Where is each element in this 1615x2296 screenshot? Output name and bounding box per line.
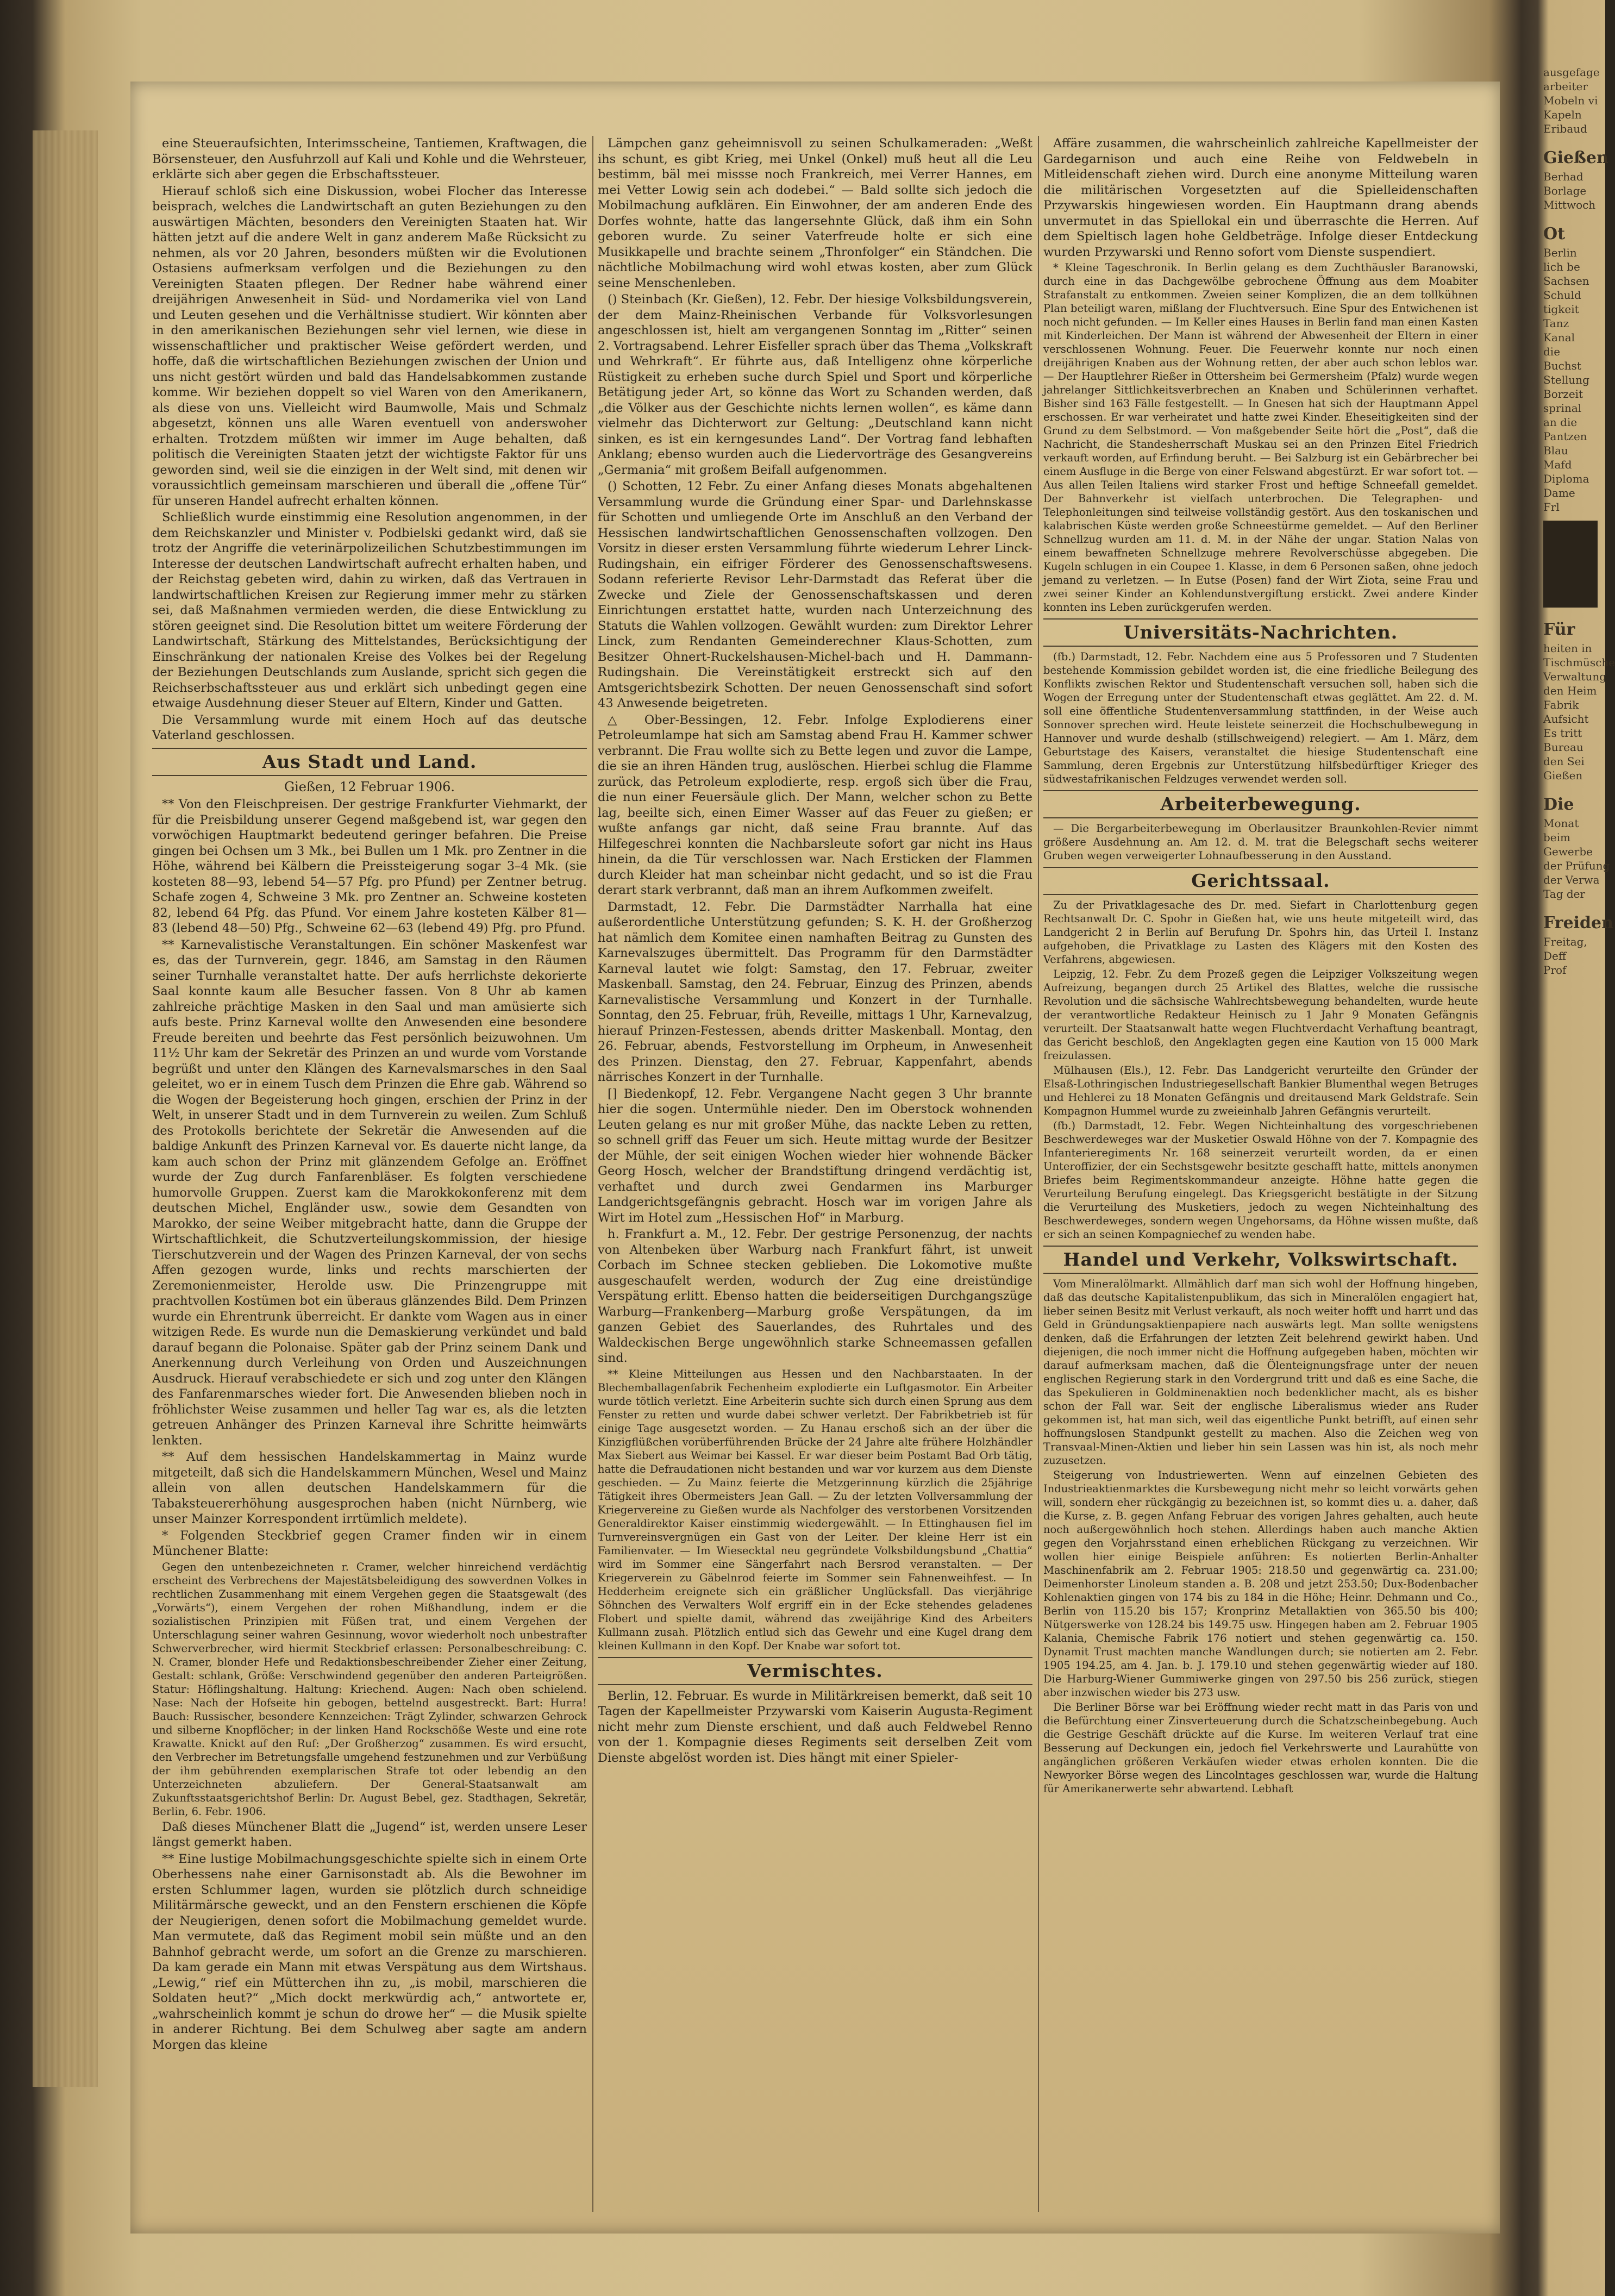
fragment-line: Kapeln: [1543, 108, 1582, 121]
adjacent-page-fragment: [1543, 65, 1615, 2234]
fragment-lines: [1543, 935, 1605, 977]
fragment-line: Mittwoch: [1543, 198, 1596, 211]
fragment-line: beim: [1543, 831, 1570, 844]
dateline: Gießen, 12 Februar 1906.: [284, 779, 455, 794]
fragment-heading: Ot: [1543, 224, 1565, 243]
section-heading-stadt-land: Aus Stadt und Land.: [152, 748, 587, 776]
article-paragraph: ** Karnevalistische Veranstaltungen. Ein schöner Maskenfest war es, das der Turnverein, gegr. 1846, am Samstag in den Räumen seiner Turnhalle veranstaltet hatte. Der aufs herrlichste dekorierte Saal konnte kaum alle Besucher fassen. Von 8 Uhr ab kamen zahlreiche prächtige Masken in den Saal und man amüsierte sich aufs beste. Prinz Karneval wollte den Anwesenden eine besondere Freude bereiten und beehrte das Fest persönlich beizuwohnen. Um 11½ Uhr kam der Sekretär des Prinzen an und wurde vom Vorstande begrüßt und unter den Klängen des Karnevalsmarsches in den Saal geleitet, wo er in einem Tusch dem Prinzen die Ehre gab. Während so die Wogen der Begeisterung hoch gingen, erschien der Prinz in der Welt, in unserer Stadt und in dem Turnverein zu weilen. Zum Schluß des Protokolls berichtete der Sekretär die Anwesenden auf die baldige Ankunft des Prinzen Karneval vor. Es dauerte nicht lange, da kam auch schon der Prinz mit glänzendem Gefolge an. Eröffnet wurde der Zug durch Fanfarenbläser. Es folgten verschiedene humorvolle Gruppen. Zuerst kam die Marokkokonferenz mit dem deutschen Michel, Engländer usw., sowie dem Gesandten von Marokko, der seine Weiber mitgebracht hatte, dann die Gruppe der Wirtschaftlichkeit, die Schutzverteilungskommission, der hiesige Tierschutzverein und der Wagen des Prinzen Karneval, der von sechs Affen gezogen wurde, links und rechts marschierten der Zeremonienmeister, Herolde usw. Die Prinzengruppe mit prachtvollen Kostümen bot ein überaus glänzendes Bild. Dem Prinzen wurde ein Ehrentrunk überreicht. Er dankte vom Wagen aus in einer witzigen Rede. Es wurde nun die Demaskierung verkündet und bald darauf begann die Polonaise. Später gab der Prinz seinem Dank und Anerkennung durch Verleihung von Orden und Auszeichnungen Ausdruck. Hierauf verabschiedete er sich und zog unter den Klängen des Fanfarenmarsches wieder fort. Die Anwesenden blieben noch in fröhlichster Weise zusammen und heller Tag war es, als die letzten getreuen Anhänger des Prinzen Karneval ihre Schritte heimwärts lenkten.: [152, 937, 587, 1448]
column-rule: [592, 136, 593, 2212]
article-paragraph: [] Biedenkopf, 12. Febr. Vergangene Nacht gegen 3 Uhr brannte hier die sogen. Untermühle nieder. Den im Oberstock wohnenden Leuten gelang es nur mit großer Mühe, das nackte Leben zu retten, so schnell griff das Feuer um sich. Heute mittag wurde der Besitzer der Mühle, der seit einigen Wochen wieder hier wohnende Bäcker Georg Hosch, welcher der Brandstiftung dringend verdächtig ist, verhaftet und durch zwei Gendarmen ins Marburger Landgerichtsgefängnis gebracht. Hosch war im vorigen Jahre als Wirt im Hotel zum „Hessischen Hof“ in Marburg.: [598, 1086, 1032, 1225]
article-paragraph: Lämpchen ganz geheimnisvoll zu seinen Schulkameraden: „Weßt ihs schunt, es gibt Krieg, mei Unkel (Onkel) muß heut all die Leu bestimm, bäl mei missse noch Frankreich, mei Verrer Hannes, em mei Vetter Lowig sein ach dodebei.“ — Bald sollte sich jedoch die Mobilmachung aufklären. Ein Einwohner, der am anderen Ende des Dorfes wohnte, hatte das langersehnte Glück, daß ihm ein Sohn geboren wurde. Zu seiner Vaterfreude holte er sich eine Musikkapelle und brachte seinem „Thronfolger“ ein Ständchen. Die nächtliche Mobilmachung wird wohl etwas kosten, aber zum Glück seine Menschenleben.: [598, 136, 1032, 290]
fragment-line: Sachsen: [1543, 274, 1589, 287]
fragment-line: Berhad: [1543, 170, 1583, 183]
fragment-line: Tag der: [1543, 887, 1586, 900]
section-heading-handel: Handel und Verkehr, Volkswirtschaft.: [1043, 1246, 1478, 1274]
column-left: [152, 136, 587, 2223]
fragment-line: Mafd: [1543, 458, 1572, 471]
fragment-line: lich be: [1543, 260, 1580, 273]
fragment-line: Diploma: [1543, 472, 1589, 485]
fragment-heading: Freiden: [1543, 914, 1613, 933]
fragment-line: heiten in: [1543, 642, 1592, 655]
fragment-line: Gewerbe: [1543, 845, 1593, 858]
fragment-line: sprinal: [1543, 402, 1582, 415]
fragment-line: Mobeln vi: [1543, 94, 1598, 107]
fragment-line: Schuld: [1543, 289, 1581, 302]
article-paragraph: Steigerung von Industriewerten. Wenn auf einzelnen Gebieten des Industrieaktienmarktes die Kursbewegung nicht mehr so leicht vorwärts gehen will, sondern eher rückgängig zu bezeichnen ist, so kommt dies u. a. daher, daß die Kurse, z. B. gegen Anfang Februar des vorigen Jahres gehalten, auch heute noch außergewöhnlich hoch stehen. Allerdings haben auch manche Aktien gegen den Vorjahrsstand einen erheblichen Rückgang zu verzeichnen. Wir wollen hier einige Beispiele anführen: Es notierten Berlin-Anhalter Maschinenfabrik am 2. Februar 1905: 218.50 und gegenwärtig ca. 231.00; Deimenhorster Linoleum standen a. B. 208 und jetzt 253.50; Dux-Bodenbacher Kohlenaktien gingen von 174 bis zu 184 in die Höhe; Heinr. Dehmann und Co., Berlin von 115.20 bis 157; Kronprinz Metallaktien von 365.50 bis 400; Nütgerswerke von 128.24 bis 149.75 usw. Hingegen haben am 2. Februar 1905 Kalania, Chemische Fabrik 176 notiert und stehen gegenwärtig ca. 150. Dynamit Trust machten manche Wandlungen durch; sie notierten am 2. Febr. 1905 194.25, am 4. Jan. b. J. 179.10 und stehen gegenwärtig wieder auf 180. Die Harburg-Wiener Gummiwerke gingen von 297.50 bis 256 zurück, stiegen aber inzwischen wieder bis 273 usw.: [1043, 1469, 1478, 1699]
fragment-line: Borzeit: [1543, 387, 1583, 401]
article-paragraph: ** Kleine Mitteilungen aus Hessen und den Nachbarstaaten. In der Blechemballagenfabrik Fechenheim explodierte ein Luftgasmotor. Ein Arbeiter wurde tötlich verletzt. Eine Arbeiterin suchte sich durch einen Sprung aus dem Fenster zu retten und wurde dabei schwer verletzt. Der Fabrikbetrieb ist für einige Tage ausgesetzt worden. — Zu Hanau erschoß sich an der über die Kinzigflüßchen vorüberführenden Brücke der 24 Jahre alte frühere Holzhändler Max Siebert aus Weimar bei Kassel. Er war dieser beim Postamt Bad Orb tätig, hatte die Defraudationen nicht bestanden und war vor kurzem aus dem Dienste geschieden. — Zu Mainz feierte die Metzgerinnung kürzlich die 25jährige Tätigkeit ihres Obermeisters Jean Gall. — Zu der letzten Vollversammlung der Kriegervereine zu Gießen wurde als Nachfolger des verstorbenen Vorsitzenden Generaldirektor Kaiser einstimmig wiedergewählt. — In Ettinghausen fiel im Turnvereinsvergnügen ein Gast von der Leiter. Der kleine Herr ist ein Familienvater. — Im Wiesecktal neu gegründete Volksbildungsbund „Chattia“ wird im Sommer eine Sängerfahrt nach Bersrod veranstalten. — Der Kriegerverein zu Gäbelnrod feierte im Sommer sein Fahnenweihfest. — In Hedderheim ereignete sich ein gräßlicher Unglücksfall. Das vierjährige Söhnchen des Verwalters Wolf ergriff ein in der Ecke stehendes geladenes Flobert und spielte damit, während das zweijährige Kind des Arbeiters Kullmann zusah. Plötzlich entlud sich das Gewehr und eine Kugel drang dem kleinen Kullmann in den Kopf. Der Knabe war sofort tot.: [598, 1367, 1032, 1652]
article-paragraph: Die Berliner Börse war bei Eröffnung wieder recht matt in das Paris von und die Befürchtung einer Zinsverteuerung durch die Schatzscheinbegebung. Auch die Gestrige Geschäft drückte auf die Kurse. Im weiteren Verlauf trat eine Besserung auf Deckungen ein, jedoch fiel Verkehrswerte und Laurahütte von angänglichen größeren Verkäufen wieder etwas erholen konnten. Die die Newyorker Börse wegen des Lincolntages geschlossen war, wurde die Haltung für Amerikanerwerte sehr abwartend. Lebhaft: [1043, 1701, 1478, 1795]
fragment-line: den Sei: [1543, 755, 1585, 768]
fragment-line: Monat: [1543, 817, 1579, 830]
fragment-line: Pantzen: [1543, 430, 1587, 443]
column-right: [1043, 136, 1478, 2223]
fragment-line: Tanz: [1543, 317, 1569, 330]
article-paragraph: () Schotten, 12 Febr. Zu einer Anfang dieses Monats abgehaltenen Versammlung wurde die Gründung einer Spar- und Darlehnskasse für Schotten und umliegende Orte im Anschluß an den Verband der Hessischen landwirtschaftlichen Genossenschaften vollzogen. Den Vorsitz in dieser ersten Versammlung führte wiederum Lehrer Linck-Rudingshain, ein eifriger Förderer des Genossenschaftswesens. Sodann referierte Revisor Lehr-Darmstadt das Referat über die Zwecke und Ziele der Genossenschaftskassen und deren Einrichtungen erstattet hatte, wurden nach Unterzeichnung des Statuts die Wahlen vollzogen. Gewählt wurden: zum Direktor Lehrer Linck, zum Rendanten Gemeinderechner Klaus-Schotten, zum Besitzer Ohnert-Ruckelshausen-Michel-bach und H. Dammann-Rudingshain. Die Vereinstätigkeit erstreckt sich auf den Amtsgerichtsbezirk Schotten. Der neuen Genossenschaft sind sofort 43 Anwesende beigetreten.: [598, 479, 1032, 710]
article-paragraph: Die Versammlung wurde mit einem Hoch auf das deutsche Vaterland geschlossen.: [152, 712, 587, 742]
fragment-line: arbeiter: [1543, 80, 1588, 93]
article-paragraph: Vom Mineralölmarkt. Allmählich darf man sich wohl der Hoffnung hingeben, daß das deutsche Kapitalistenpublikum, das sich in Mineralölen engagiert hat, lieber seinen Besitz mit Verlust verkauft, als noch weiter hofft und harrt und das Geld in Gründungsaktienpapiere nach auswärts legt. Man sollte wenigstens denken, daß die Erfahrungen der letzten Zeit belehrend gewirkt haben. Und diejenigen, die noch immer nicht die Hoffnung aufgegeben haben, möchten wir darauf aufmerksam machen, daß die Ölenteignungsfrage unter der neuen englischen Regierung stark in den Vordergrund tritt und daß es eine Sache, die das Spekulieren in Goldminenaktien noch bedenklicher macht, als es bisher schon der Fall war. Seit der englische Liberalismus wieder ans Ruder gekommen ist, hat man sich, weil das eigentliche Punkt betrifft, auf einen sehr hoffnungslosen Standpunkt gestellt zu machen. Also die Zeichen weg von Transvaal-Minen-Aktien und lieber hin sein Lassen was hin ist, als noch mehr zuzusetzen.: [1043, 1278, 1478, 1467]
fragment-line: ausgefage: [1543, 66, 1600, 79]
article-paragraph: △ Ober-Bessingen, 12. Febr. Infolge Explodierens einer Petroleumlampe hat sich am Samstag abend Frau H. Kammer schwer verbrannt. Die Frau wollte sich zu Bette legen und zuvor die Lampe, die sie an ihren Händen trug, auslöschen. Hierbei schlug die Flamme zurück, das Petroleum explodierte, resp. ergoß sich über die Frau, die nun einer Feuersäule glich. Der Mann, welcher schon zu Bette lag, beeilte sich, einen Eimer Wasser auf das Feuer zu gießen; er wußte anfangs gar nicht, daß seine Frau brannte. Auf das Hilfegeschrei konnten die Nachbarsleute sofort gar nicht ins Haus hinein, da die Tür verschlossen war. Nach Ersticken der Flammen durch Kleider hat man scheinbar nicht gedacht, und so ist die Frau derart stark verbrannt, daß man an ihrem Aufkommen zweifelt.: [598, 712, 1032, 897]
article-paragraph: Darmstadt, 12. Febr. Die Darmstädter Narrhalla hat eine außerordentliche Unterstützung gefunden; S. K. H. der Großherzog hat nämlich dem Komitee einen namhaften Beitrag zu Gunsten des Karnevalszuges übermittelt. Das Programm für den Darmstädter Karneval lautet wie folgt: Samstag, den 17. Februar, zweiter Maskenball. Samstag, den 24. Februar, Einzug des Prinzen, abends Karnevalistische Versammlung und Konzert in der Turnhalle. Sonntag, den 25. Februar, früh, Reveille, mittags 1 Uhr, Karnevalzug, hierauf Prinzen-Festessen, abends dritter Maskenball. Montag, den 26. Februar, abends, Festvorstellung im Orpheum, in Anwesenheit des Prinzen. Dienstag, den 27. Februar, Kappenfahrt, abends närrisches Konzert in der Turnhalle.: [598, 899, 1032, 1084]
article-paragraph: eine Steueraufsichten, Interimsscheine, Tantiemen, Kraftwagen, die Börsensteuer, den Ausfuhrzoll auf Kali und Kohle und die Wehrsteuer, erklärte sich aber gegen die Erbschaftssteuer.: [152, 136, 587, 182]
fragment-line: den Heim: [1543, 684, 1597, 697]
fragment-line: Freitag,: [1543, 935, 1587, 948]
fragment-line: die: [1543, 345, 1561, 358]
article-paragraph: Daß dieses Münchener Blatt die „Jugend“ ist, werden unsere Leser längst gemerkt haben.: [152, 1819, 587, 1849]
article-paragraph: Hierauf schloß sich eine Diskussion, wobei Flocher das Interesse beisprach, welches die Landwirtschaft an guten Beziehungen zu den auswärtigen Mächten, besonders den Vereinigten Staaten hat. Wir hätten jetzt auf die andere Welt in ganz anderem Maße Rücksicht zu nehmen, als vor 20 Jahren, besonders müßten wir die Evolutionen Ostasiens aufmerksam verfolgen und die Beziehungen zu den Vereinigten Staaten pflegen. Der Redner habe während einer dreijährigen Anwesenheit in Süd- und Nordamerika viel von Land und Leuten gesehen und die Verhältnisse studiert. Wir könnten aber in den amerikanischen Beziehungen sehr viel lernen, wie diese in wissenschaftlicher und praktischer Weise gefördert werden, und hoffe, daß die wirtschaftlichen Beziehungen zwischen der Union und uns nicht gestört würden und bald das Handelsabkommen zustande komme. Wir beziehen doppelt so viel Waren von den Amerikanern, als diese von uns. Vielleicht wird Baumwolle, Mais und Schmalz abgesetzt, können uns alle Waren eventuell von anderswoher erhalten. Trotzdem müßten wir immer im Auge behalten, daß politisch die Vereinigten Staaten jetzt der wichtigste Faktor für uns geworden sind, weil sie die einzigen in der Welt sind, mit denen wir voraussichtlich gemeinsam marschieren und überall die „offene Tür“ für unseren Handel aufrecht erhalten können.: [152, 184, 587, 508]
section-heading-gerichtssaal: Gerichtssaal.: [1043, 867, 1478, 895]
article-paragraph: (fb.) Darmstadt, 12. Febr. Nachdem eine aus 5 Professoren und 7 Studenten bestehende Kommission gebildet worden ist, die eine friedliche Beilegung des Konflikts zwischen Rektor und Studentenschaft versuchen soll, haben sich die Wogen der Erregung unter der Studentenschaft etwas geglättet. Am 22. d. M. soll eine öffentliche Studentenversammlung stattfinden, in der Weise auch Sonnover sprechen wird. Heute leistete seinerzeit die Hochschulbewegung in Hannover und wurde deshalb (stillschweigend) relegiert. — Am 1. März, dem Geburtstage des Kaisers, veranstaltet die hiesige Studentenschaft eine Sammlung, deren Ergebnis zur Unterstützung hilfsbedürftiger Krieger des südwestafrikanischen Feldzuges verwendet werden soll.: [1043, 650, 1478, 785]
fragment-line: tigkeit: [1543, 303, 1579, 316]
column-rule: [1038, 136, 1039, 2212]
article-paragraph: Gegen den untenbezeichneten r. Cramer, welcher hinreichend verdächtig erscheint des Verbrechens der Majestätsbeleidigung des sowverdnen Volkes in rechtlichen Zusammenhang mit einem Vergehen gegen die Staatsgewalt (des „Vorwärts“), einem Vergehen der rohen Mißhandlung, indem er die sozialistischen Prinzipien mit Füßen trat, und einem Vergehen der Unterschlagung seiner wahren Gesinnung, wovor wiederholt noch unbestrafter Schwerverbrecher, wird hiermit Steckbrief erlassen: Personalbeschreibung: C. N. Cramer, blonder Hefe und Redaktionsbeschreibender Zieher einer Zeitung, Gestalt: schlank, Größe: Verschwindend gegenüber den anderen Parteigrößen. Statur: Höflingshaltung. Haltung: Kriechend. Augen: Nach oben schielend. Nase: Nach der Hofseite hin gebogen, bettelnd ausgestreckt. Bart: Hurra! Bauch: Russischer, besondere Kennzeichen: Trägt Zylinder, schwarzen Gehrock und silberne Knopflöcher; in der linken Hand Rockschöße Weste und eine rote Krawatte. Knickt auf den Ruf: „Der Großherzog“ zusammen. Es wird ersucht, den Verbrecher im Betretungsfalle umgehend festzunehmen und zur Verbüßung der ihm gebührenden exemplarischen Strafe tot oder lebendig an den Unterzeichneten abzuliefern. Der General-Staatsanwalt am Zukunftsstaatsgerichtshof Berlin: Dr. August Bebel, gez. Stadthagen, Sekretär, Berlin, 6. Febr. 1906.: [152, 1560, 587, 1818]
article-paragraph: Affäre zusammen, die wahrscheinlich zahlreiche Kapellmeister der Gardegarnison und auch eine Reihe von Feldwebeln in Mitleidenschaft ziehen wird. Durch eine anonyme Mitteilung waren die militärischen Vorgesetzten auf die Spielleidenschaften Przywarskis hingewiesen worden. Ein Hauptmann drang abends unvermutet in das Spiellokal ein und überraschte die Herren. Auf dem Spieltisch lagen hohe Geldbeträge. Infolge dieser Entdeckung wurden Przywarski und Renno sofort vom Dienste suspendiert.: [1043, 136, 1478, 259]
article-paragraph: h. Frankfurt a. M., 12. Febr. Der gestrige Personenzug, der nachts von Altenbeken über Warburg nach Frankfurt fährt, ist unweit Corbach im Schnee stecken geblieben. Die Lokomotive mußte ausgeschaufelt werden, wodurch der Zug eine dreistündige Verspätung erlitt. Ebenso hatten die beiderseitigen Durchgangszüge Warburg—Frankenberg—Marburg große Verspätungen, da im ganzen Gebiet des Sauerlandes, des Ruhrtales und des Waldeckischen Berge ungewöhnlich starke Schneemassen gefallen sind.: [598, 1227, 1032, 1365]
fragment-line: Deff: [1543, 949, 1567, 962]
fragment-lines: [1543, 170, 1605, 212]
fragment-line: Verwaltung: [1543, 670, 1607, 683]
fragment-line: der Verwa: [1543, 873, 1600, 886]
fragment-line: Frl: [1543, 501, 1560, 514]
fragment-line: Buchst: [1543, 359, 1581, 372]
article-paragraph: — Die Bergarbeiterbewegung im Oberlausitzer Braunkohlen-Revier nimmt größere Ausdehnung an. Am 12. d. M. trat die Belegschaft sechs weiterer Gruben wegen verweigerter Lohnaufbesserung in den Ausstand.: [1043, 822, 1478, 862]
binding-edge: [33, 130, 98, 2087]
fragment-lines: [1543, 246, 1605, 514]
article-paragraph: ** Von den Fleischpreisen. Der gestrige Frankfurter Viehmarkt, der für die Preisbildung unserer Gegend maßgebend ist, war gegen den vorwöchigen Hauptmarkt bedeutend geringer befahren. Die Preise gingen bei Ochsen um 3 Mk., bei Bullen um 1 Mk. pro Zentner in die Höhe, während bei Kälbern die Preissteigerung sogar 3–4 Mk. (sie kosteten 88—93, lebend 54—57 Pfg. pro Pfund) per Zentner betrug. Schafe zogen 4, Schweine 3 Mk. pro Zentner an. Schweine kosteten 82, lebend 64 Pfg. das Pfund. Vor einem Jahre kosteten Kälber 81—83 (lebend 48—50) Pfg., Schweine 62—63 (lebend 49) Pfg. pro Pfund.: [152, 797, 587, 935]
article-paragraph: ** Eine lustige Mobilmachungsgeschichte spielte sich in einem Orte Oberhessens nahe einer Garnisonstadt ab. Als die Bewohner im ersten Schlummer lagen, wurden sie plötzlich durch schneidige Militärmärsche geweckt, und an den Fenstern erschienen die Köpfe der Neugierigen, denen sofort die Mobilmachung gemeldet wurde. Man vermutete, daß das Regiment mobil sein müßte und an den Bahnhof gebracht werde, um sofort an die Grenze zu marschieren. Da kam gerade ein Mann mit etwas Verspätung aus dem Wirtshaus. „Lewig,“ rief ein Mütterchen ihn zu, „is mobil, marschieren die Soldaten heut?“ „Mich dockt merkwürdig ach,“ antwortete er, „wahrscheinlich kommt je schun do drowe her“ — die Musik spielte in anderer Richtung. Bei dem Schulweg aber sagte am andern Morgen das kleine: [152, 1851, 587, 2052]
fragment-lines: [1543, 65, 1605, 136]
fragment-heading: Gießen: [1543, 148, 1608, 167]
fragment-line: Es tritt: [1543, 727, 1582, 740]
fragment-heading: Die: [1543, 795, 1574, 814]
fragment-lines: [1543, 816, 1610, 901]
fragment-line: Borlage: [1543, 184, 1587, 197]
newspaper-page: [130, 82, 1500, 2234]
article-paragraph: Berlin, 12. Februar. Es wurde in Militärkreisen bemerkt, daß seit 10 Tagen der Kapellmeister Przywarski vom Kaiserin Augusta-Regiment nicht mehr zum Dienste erschient, und daß auch Feldwebel Renno von der 1. Kompagnie dieses Regiments seit derselben Zeit vom Dienste abgelöst worden ist. Dies hängt mit einer Spieler-: [598, 1688, 1032, 1765]
article-paragraph: (fb.) Darmstadt, 12. Febr. Wegen Nichteinhaltung des vorgeschriebenen Beschwerdeweges war der Musketier Oswald Höhne von der 7. Kompagnie des Infanterieregiments Nr. 168 seinerzeit verurteilt worden, da er einen Unteroffizier, der ein Sechstsgewehr besitzte geschafft hatte, mittels anonymen Briefes beim Regimentskommandeur anzeigte. Höhne hatte gegen die Verurteilung Berufung eingelegt. Das Kriegsgericht bestätigte in der Sitzung die Verurteilung des Musketiers, jedoch zu wegen Nichteinhaltung des Beschwerdeweges, sondern wegen Ungehorsams, da Höhne wissen mußte, daß er sich an seinen Kompagniechef zu wenden habe.: [1043, 1119, 1478, 1241]
fragment-line: Blau: [1543, 444, 1568, 457]
fragment-line: Tischmüsche: [1543, 656, 1615, 669]
article-paragraph: ** Auf dem hessischen Handelskammertag in Mainz wurde mitgeteilt, daß sich die Handelskammern München, Wesel und Mainz allein von allen deutschen Handelskammern für die Tabaksteuererhöhung ausgesprochen haben (nicht Nürnberg, wie unser Mainzer Korrespondent irrtümlich meldete).: [152, 1450, 587, 1526]
section-heading-arbeiter: Arbeiterbewegung.: [1043, 790, 1478, 818]
fragment-line: Kanal: [1543, 331, 1575, 344]
section-heading-universitaet: Universitäts-Nachrichten.: [1043, 618, 1478, 647]
fragment-heading: Für: [1543, 620, 1575, 639]
fragment-line: Bureau: [1543, 741, 1583, 754]
fragment-line: der Prüfung: [1543, 859, 1610, 872]
fragment-line: Berlin: [1543, 246, 1577, 259]
article-paragraph: * Folgenden Steckbrief gegen Cramer finden wir in einem Münchener Blatte:: [152, 1528, 587, 1558]
fragment-line: Fabrik: [1543, 698, 1579, 711]
fragment-lines: [1543, 641, 1615, 783]
article-paragraph: Mülhausen (Els.), 12. Febr. Das Landgericht verurteilte den Gründer der Elsaß-Lothringischen Industriegesellschaft Bankier Blumenthal wegen Betruges und Hehlerei zu 18 Monaten Gefängnis und dreitausend Mark Geldstrafe. Sein Kompagnon Hummel wurde zu zweieinhalb Jahren Gefängnis verurteilt.: [1043, 1064, 1478, 1117]
fragment-line: Aufsicht: [1543, 712, 1589, 725]
article-paragraph: Schließlich wurde einstimmig eine Resolution angenommen, in der dem Reichskanzler und Minister v. Podbielski gedankt wird, daß sie trotz der Angriffe die veterinärpolizeilichen Schutzbestimmungen im Interesse der deutschen Landwirtschaft aufrecht erhalten haben, und der Reichstag gebeten wird, dahin zu wirken, daß das Vertrauen in landwirtschaftlichen Kreisen zur Regierung immer mehr zu stärken sei, daß Maßnahmen vermieden werden, die diese Entwicklung zu stören geeignet sind. Die Resolution bittet um weitere Förderung der Landwirtschaft, Stärkung des Mittelstandes, Berücksichtigung der Einschränkung der nationalen Kreise des Volkes bei der Regelung der Beziehungen Deutschlands zum Auslande, spricht sich gegen die Reichserbschaftssteuer aus und erklärt sich unbedingt gegen eine etwaige Ausdehnung dieser Steuer auf Eltern, Kinder und Gatten.: [152, 510, 587, 710]
fragment-line: Stellung: [1543, 373, 1589, 386]
fragment-line: Prof: [1543, 964, 1567, 977]
article-paragraph: * Kleine Tageschronik. In Berlin gelang es dem Zuchthäusler Baranowski, durch eine in das Dachgewölbe gebrochene Öffnung aus dem Moabiter Strafanstalt zu entkommen. Zweien seiner Komplizen, die an dem tollkühnen Plan beteiligt waren, mißlang der Fluchtversuch. Eine Spur des Entwichenen ist noch nicht gefunden. — Im Keller eines Hauses in Berlin fand man einen Kasten mit Kinderleichen. Der Mann ist während der Abwesenheit der Eltern in einer verschlossenen Wohnung. Feuer. Die Feuerwehr konnte nur noch einen dreijährigen Knaben aus der Wohnung retten, der aber auch schon leblos war. — Der Hauptlehrer Rießer in Ottersheim bei Germersheim (Pfalz) wurde wegen jahrelanger Sittlichkeitsverbrechen an Knaben und Schülerinnen verhaftet. Bisher sind 163 Fälle festgestellt. — In Gnesen hat sich der Hauptmann Appel erschossen. Er war verheiratet und hatte zwei Kinder. Eheseitigkeiten sind der Grund zu dem Selbstmord. — Von maßgebender Seite hört die „Post“, daß die Nachricht, die Standesherrschaft Muskau sei an den Prinzen Eitel Friedrich verkauft worden, auf Erfindung beruht. — Bei Salzburg ist ein Gebärbrecher bei einem Ausfluge in die Berge von einer Felswand abgestürzt. Er war sofort tot. — Aus allen Teilen Italiens wird starker Frost und heftige Schneefall gemeldet. Der Bahnverkehr ist vielfach unterbrochen. Die Telegraphen- und Telephonleitungen sind teilweise vollständig gestört. Aus den toskanischen und kalabrischen Küste werden große Schneestürme gemeldet. — Auf den Berliner Schnellzug wurden am 11. d. M. in der Nähe der ungar. Station Nalas von einem bewaffneten Schnellzuge mehrere Revolverschüsse abgegeben. Die Kugeln schlugen in ein Coupee 1. Klasse, in dem 6 Personen saßen, ohne jedoch jemand zu verletzen. — In Eutse (Posen) fand der Wirt Ziota, seine Frau und zwei seiner Kinder an Kohlendunstvergiftung erstickt. Zwei andere Kinder konnten ins Leben zurückgerufen werden.: [1043, 261, 1478, 614]
article-paragraph: Zu der Privatklagesache des Dr. med. Siefart in Charlottenburg gegen Rechtsanwalt Dr. C. Spohr in Gießen hat, wie uns heute mitgeteilt wird, das Landgericht 2 in Berlin auf Berufung Dr. Spohrs hin, das Urteil I. Instanz aufgehoben, die Privatklage zu Lasten des Klägers mit den Kosten des Verfahrens, abgewiesen.: [1043, 899, 1478, 966]
article-paragraph: () Steinbach (Kr. Gießen), 12. Febr. Der hiesige Volksbildungsverein, der dem Mainz-Rheinischen Verbande für Volksvorlesungen angeschlossen ist, hielt am vergangenen Sonntag im „Ritter“ seinen 2. Vortragsabend. Lehrer Eisfeller sprach über das Thema „Volkskraft und Wehrkraft“. Er führte aus, daß Intelligenz ohne körperliche Rüstigkeit zu erheben suche durch Spiel und Sport und körperliche Betätigung jeder Art, so könne das Wort zu Schanden werden, daß „die Völker aus der Geschichte nichts lernen wollen“, es käme dann vielmehr das Dichterwort zur Geltung: „Deutschland kann nicht sinken, es ist ein kerngesundes Land“. Der Vortrag fand lebhaften Anklang; ebenso wurden auch die Liedervorträge des Gesangvereins „Germania“ mit großem Beifall aufgenommen.: [598, 292, 1032, 477]
column-middle: [598, 136, 1032, 2223]
fragment-line: an die: [1543, 416, 1578, 429]
fragment-line: Gießen: [1543, 769, 1583, 782]
article-paragraph: Leipzig, 12. Febr. Zu dem Prozeß gegen die Leipziger Volkszeitung wegen Aufreizung, begangen durch 25 Artikel des Blattes, welche die russische Revolution und die sächsische Wahlrechtsbewegung behandelten, wurde heute der verantwortliche Redakteur Heinisch zu 1 Jahr 9 Monaten Gefängnis verurteilt. Der Staatsanwalt hatte wegen Fluchtverdacht Verhaftung beantragt, das Gericht beschloß, den Angeklagten gegen eine Kaution von 15 000 Mark freizulassen.: [1043, 968, 1478, 1062]
section-heading-vermischtes: Vermischtes.: [598, 1657, 1032, 1685]
fragment-line: Eribaud: [1543, 122, 1587, 135]
black-box-ornament: [1543, 521, 1598, 608]
fragment-line: Dame: [1543, 486, 1575, 499]
